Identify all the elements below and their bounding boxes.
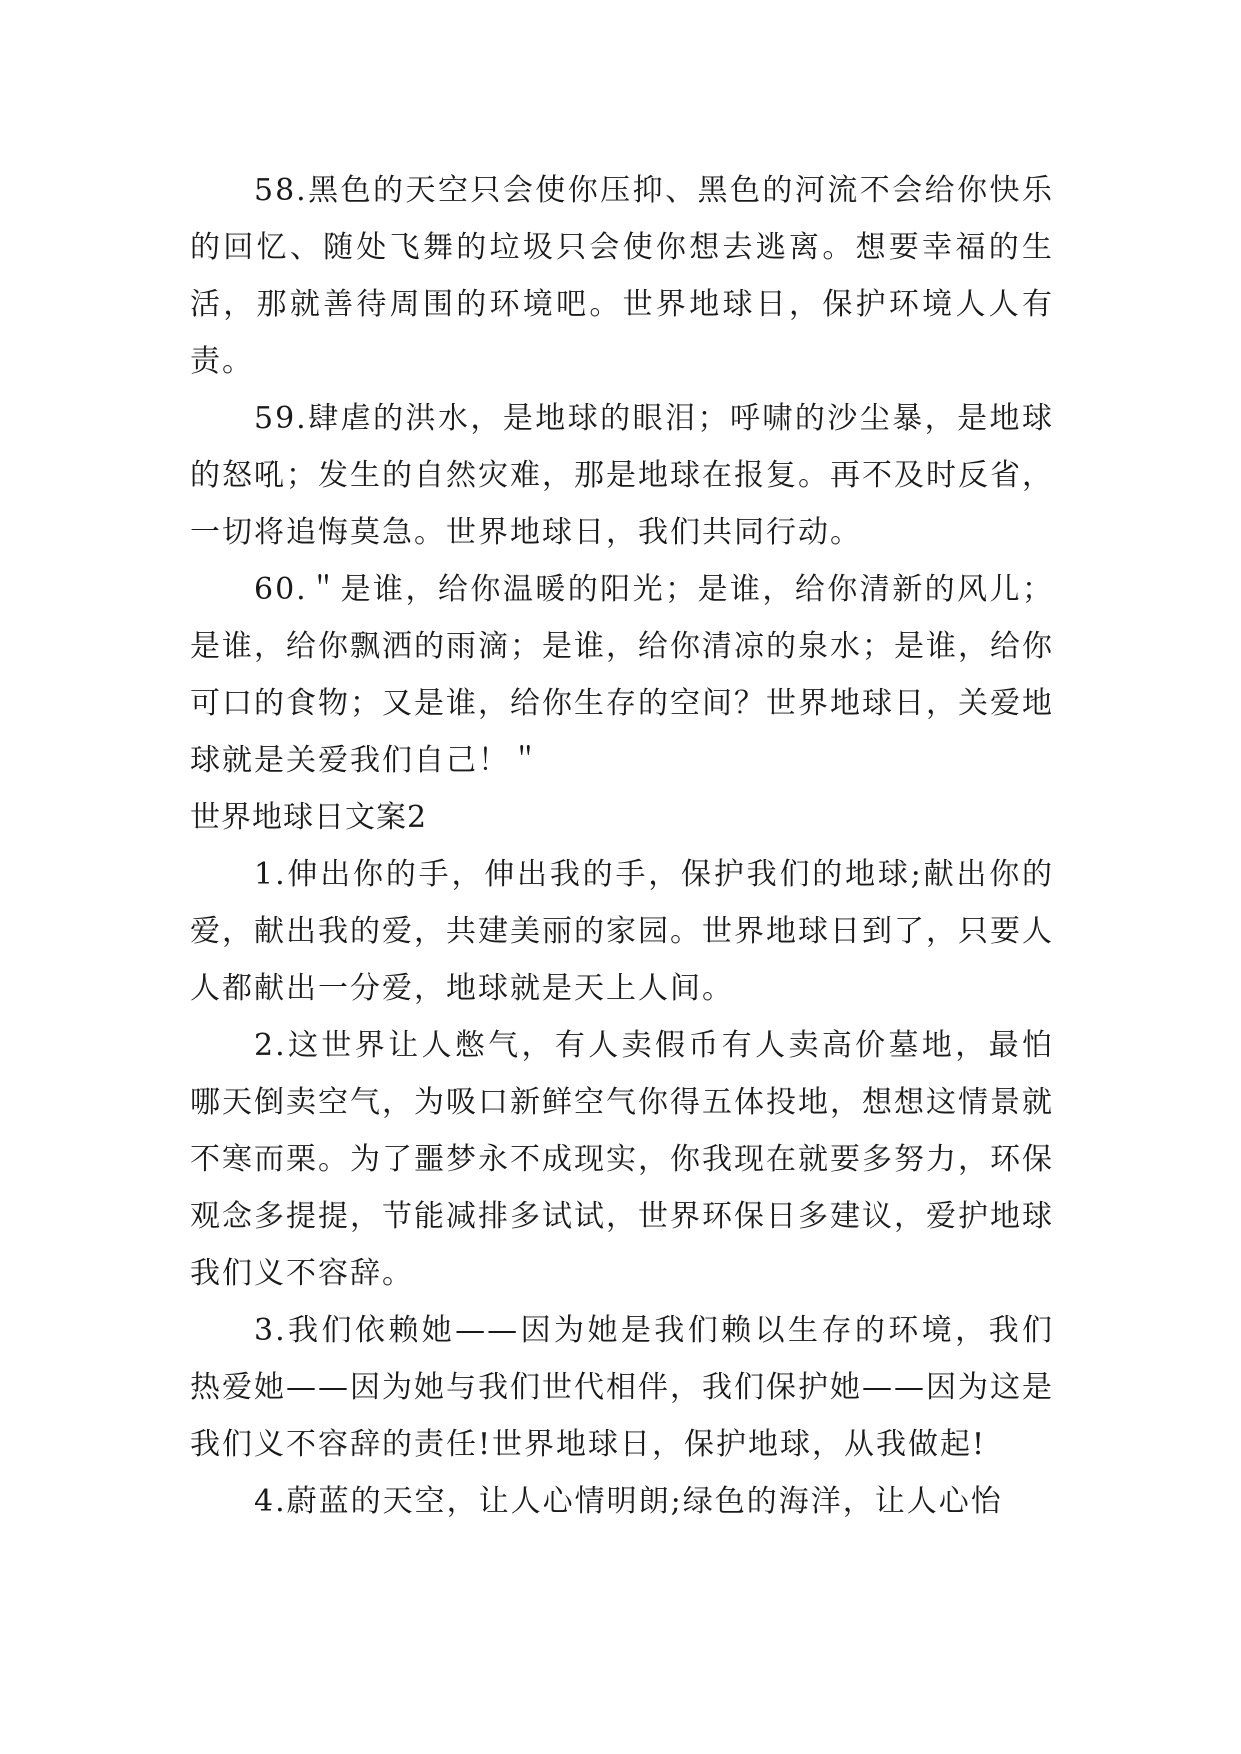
- paragraph-1: 1.伸出你的手，伸出我的手，保护我们的地球;献出你的爱，献出我的爱，共建美丽的家园。世界地球日到了，只要人人都献出一分爱，地球就是天上人间。: [190, 857, 1054, 1006]
- paragraph-2: 2.这世界让人憋气，有人卖假币有人卖高价墓地，最怕哪天倒卖空气，为吸口新鲜空气你得五体投地，想想这情景就不寒而栗。为了噩梦永不成现实，你我现在就要多努力，环保观念多提提，节能减排多试试，世界环保日多建议，爱护地球我们义不容辞。: [190, 1028, 1054, 1291]
- paragraph-58: 58.黑色的天空只会使你压抑、黑色的河流不会给你快乐的回忆、随处飞舞的垃圾只会使你想去逃离。想要幸福的生活，那就善待周围的环境吧。世界地球日，保护环境人人有责。: [190, 173, 1054, 379]
- paragraph-4: 4.蔚蓝的天空，让人心情明朗;绿色的海洋，让人心怡: [254, 1484, 1003, 1519]
- document-page: [190, 162, 1054, 1530]
- paragraph-3: 3.我们依赖她——因为她是我们赖以生存的环境，我们热爱她——因为她与我们世代相伴，我们保护她——因为这是我们义不容辞的责任!世界地球日，保护地球，从我做起!: [190, 1313, 1054, 1462]
- paragraph-59: 59.肆虐的洪水，是地球的眼泪；呼啸的沙尘暴，是地球的怒吼；发生的自然灾难，那是地球在报复。再不及时反省，一切将追悔莫急。世界地球日，我们共同行动。: [190, 401, 1054, 550]
- section-heading: 世界地球日文案2: [190, 800, 428, 835]
- paragraph-60: 60.＂是谁，给你温暖的阳光；是谁，给你清新的风儿；是谁，给你飘洒的雨滴；是谁，给你清凉的泉水；是谁，给你可口的食物；又是谁，给你生存的空间？世界地球日，关爱地球就是关爱我们自己！＂: [190, 572, 1054, 778]
